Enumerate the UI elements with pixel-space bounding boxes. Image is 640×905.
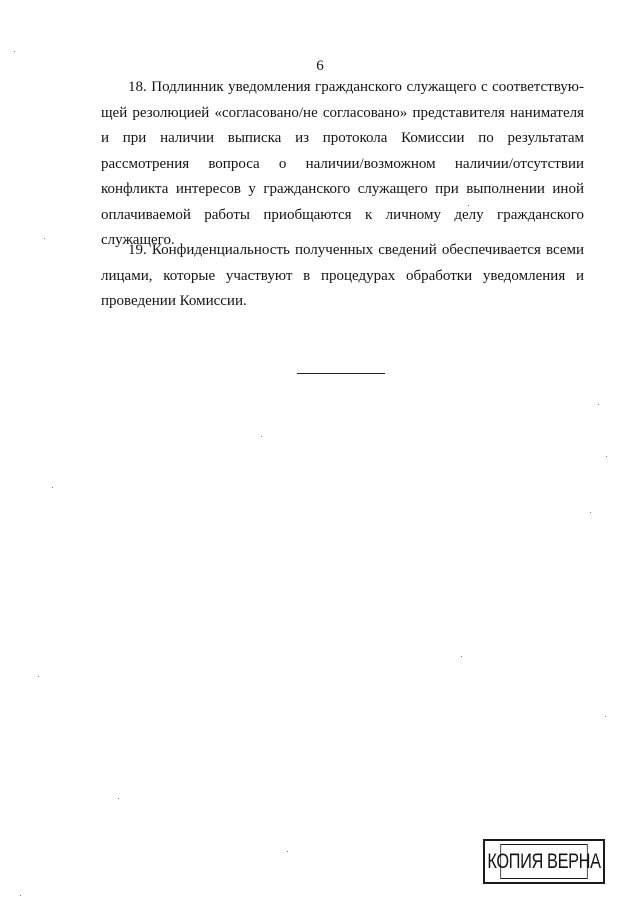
- scan-speck: [606, 456, 607, 457]
- scan-speck: [261, 436, 262, 437]
- copy-certified-stamp: [483, 839, 605, 884]
- scan-speck: [468, 205, 469, 206]
- scan-speck: [14, 51, 15, 52]
- scan-speck: [598, 404, 599, 405]
- scan-speck: [20, 895, 21, 896]
- scan-speck: [590, 512, 591, 513]
- scan-speck: [118, 798, 119, 799]
- scan-speck: [38, 676, 39, 677]
- scan-speck: [287, 851, 288, 852]
- paragraph-19: 19. Конфиденциальность полученных сведений обеспечивается всеми лицами, которые участвуют в процедурах обработки уведомления и проведении Комиссии.: [101, 242, 584, 309]
- scan-speck: [605, 716, 606, 717]
- section-divider: [297, 373, 385, 374]
- scan-speck: [52, 487, 53, 488]
- stamp-label: КОПИЯ ВЕРНА: [500, 844, 587, 879]
- scan-speck: [44, 238, 45, 239]
- page-number: 6: [316, 58, 324, 74]
- paragraph-18: 18. Подлинник уведомления гражданского служащего с соответствующей резолюцией «согласовано/не согласовано» представителя нанимателя и при наличии выписка из протокола Комиссии по результатам рассмотрения вопроса о наличии/возможном наличии/отсутствии конфликта интересов у гражданского служащего при выполнении иной оплачиваемой работы приобщаются к личному делу гражданского служащего.: [101, 79, 584, 248]
- scan-speck: [461, 656, 462, 657]
